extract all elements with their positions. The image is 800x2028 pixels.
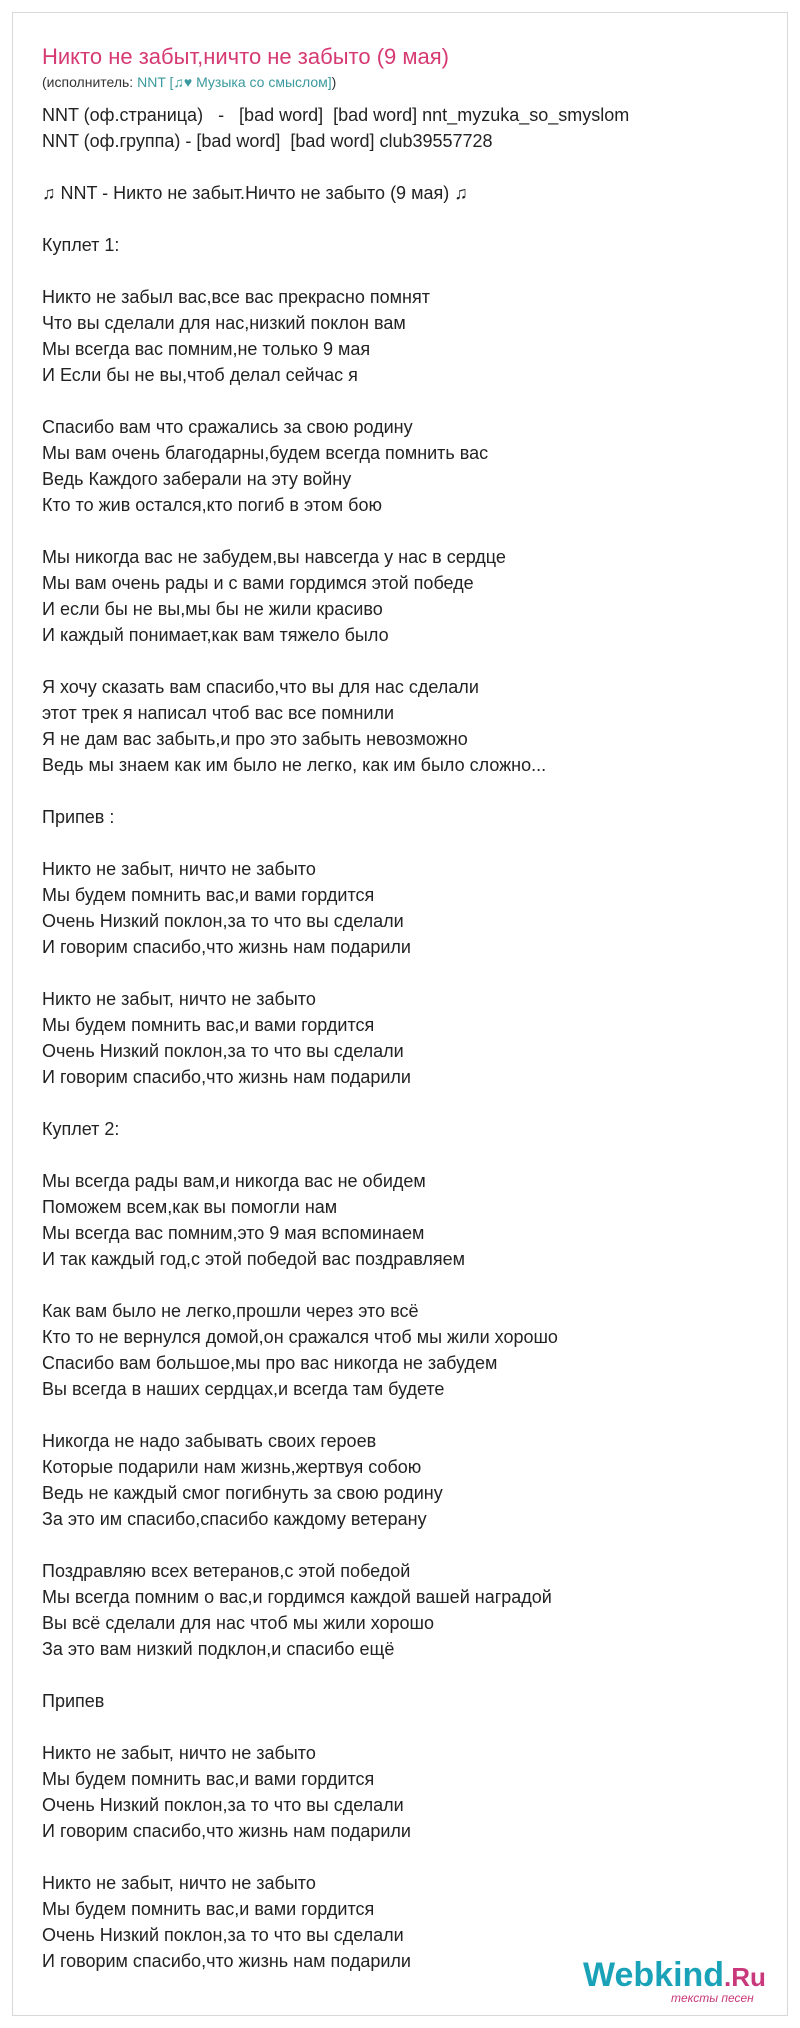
lyrics-block xyxy=(42,102,762,1974)
lyric-line: И Если бы не вы,чтоб делал сейчас я xyxy=(42,365,358,385)
lyric-line: Мы будем помнить вас,и вами гордится xyxy=(42,1899,375,1919)
lyric-blank-line xyxy=(42,1532,762,1558)
lyric-line: Вы всё сделали для нас чтоб мы жили хорошо xyxy=(42,1613,435,1633)
lyric-line: Что вы сделали для нас,низкий поклон вам xyxy=(42,313,406,333)
lyric-line: Ведь не каждый смог погибнуть за свою родину xyxy=(42,1483,443,1503)
lyric-line: NNT (оф.группа) - [bad word] [bad word] club39557728 xyxy=(42,131,493,151)
lyric-line: Мы всегда вас помним,это 9 мая вспоминаем xyxy=(42,1223,425,1243)
lyric-line: Очень Низкий поклон,за то что вы сделали xyxy=(42,1925,404,1945)
lyric-line: Очень Низкий поклон,за то что вы сделали xyxy=(42,911,404,931)
lyric-line: И если бы не вы,мы бы не жили красиво xyxy=(42,599,383,619)
lyric-line: Кто то жив остался,кто погиб в этом бою xyxy=(42,495,382,515)
lyric-line: Спасибо вам что сражались за свою родину xyxy=(42,417,413,437)
webkind-logo xyxy=(583,1955,783,2009)
lyric-line: Я хочу сказать вам спасибо,что вы для нас сделали xyxy=(42,677,479,697)
lyric-blank-line xyxy=(42,1090,762,1116)
lyric-line: И говорим спасибо,что жизнь нам подарили xyxy=(42,1951,411,1971)
lyric-line: Куплет 2: xyxy=(42,1119,120,1139)
lyric-blank-line xyxy=(42,648,762,674)
lyric-line: Спасибо вам большое,мы про вас никогда не забудем xyxy=(42,1353,498,1373)
lyric-line: Очень Низкий поклон,за то что вы сделали xyxy=(42,1041,404,1061)
lyric-line: Никто не забыт, ничто не забыто xyxy=(42,1873,316,1893)
lyric-line: Мы всегда рады вам,и никогда вас не обидем xyxy=(42,1171,426,1191)
lyric-blank-line xyxy=(42,388,762,414)
lyric-line: Которые подарили нам жизнь,жертвуя собою xyxy=(42,1457,422,1477)
lyric-line: Как вам было не легко,прошли через это всё xyxy=(42,1301,419,1321)
lyric-blank-line xyxy=(42,1662,762,1688)
lyric-blank-line xyxy=(42,154,762,180)
lyric-line: ♫ NNT - Никто не забыт.Ничто не забыто (9 мая) ♫ xyxy=(42,183,468,203)
lyric-line: Никогда не надо забывать своих героев xyxy=(42,1431,377,1451)
lyric-line: И говорим спасибо,что жизнь нам подарили xyxy=(42,1821,411,1841)
lyric-line: Никто не забыл вас,все вас прекрасно помнят xyxy=(42,287,430,307)
logo-brand-name: Webkind xyxy=(583,1956,725,1994)
logo-subtitle: тексты песен xyxy=(671,1991,754,2005)
lyric-blank-line xyxy=(42,1142,762,1168)
lyric-line: Очень Низкий поклон,за то что вы сделали xyxy=(42,1795,404,1815)
lyric-line: Ведь Каждого заберали на эту войну xyxy=(42,469,352,489)
lyric-line: Я не дам вас забыть,и про это забыть невозможно xyxy=(42,729,468,749)
lyric-line: Ведь мы знаем как им было не легко, как им было сложно... xyxy=(42,755,547,775)
lyric-line: Никто не забыт, ничто не забыто xyxy=(42,859,316,879)
artist-suffix: ) xyxy=(331,74,337,90)
lyric-line: За это им спасибо,спасибо каждому ветерану xyxy=(42,1509,427,1529)
lyric-line: Поможем всем,как вы помогли нам xyxy=(42,1197,338,1217)
lyric-line: Куплет 1: xyxy=(42,235,120,255)
lyric-blank-line xyxy=(42,258,762,284)
lyric-line: NNT (оф.страница) - [bad word] [bad word] nnt_myzuka_so_smyslom xyxy=(42,105,630,125)
lyric-blank-line xyxy=(42,1714,762,1740)
lyric-blank-line xyxy=(42,1272,762,1298)
lyric-line: Мы вам очень благодарны,будем всегда помнить вас xyxy=(42,443,489,463)
lyric-blank-line xyxy=(42,960,762,986)
lyric-line: Мы всегда вас помним,не только 9 мая xyxy=(42,339,371,359)
lyric-line: И каждый понимает,как вам тяжело было xyxy=(42,625,389,645)
lyric-blank-line xyxy=(42,1844,762,1870)
lyric-line: Мы вам очень рады и с вами гордимся этой победе xyxy=(42,573,474,593)
artist-link[interactable]: NNT [♫♥ Музыка со смыслом] xyxy=(137,74,332,90)
lyric-blank-line xyxy=(42,1402,762,1428)
song-content xyxy=(42,42,762,1974)
lyric-line: За это вам низкий подклон,и спасибо ещё xyxy=(42,1639,395,1659)
lyric-line: Мы всегда помним о вас,и гордимся каждой вашей наградой xyxy=(42,1587,552,1607)
lyric-blank-line xyxy=(42,830,762,856)
lyric-line: Мы никогда вас не забудем,вы навсегда у нас в сердце xyxy=(42,547,506,567)
artist-line xyxy=(42,72,762,92)
lyric-line: Поздравляю всех ветеранов,с этой победой xyxy=(42,1561,411,1581)
lyric-blank-line xyxy=(42,778,762,804)
lyric-line: Припев : xyxy=(42,807,115,827)
lyric-line: Никто не забыт, ничто не забыто xyxy=(42,989,316,1009)
lyric-blank-line xyxy=(42,518,762,544)
song-title: Никто не забыт,ничто не забыто (9 мая) xyxy=(42,44,449,69)
lyric-line: Мы будем помнить вас,и вами гордится xyxy=(42,885,375,905)
lyric-line: Мы будем помнить вас,и вами гордится xyxy=(42,1015,375,1035)
lyric-line: И говорим спасибо,что жизнь нам подарили xyxy=(42,1067,411,1087)
artist-prefix: (исполнитель: xyxy=(42,74,138,90)
lyric-blank-line xyxy=(42,206,762,232)
lyric-line: Припев xyxy=(42,1691,105,1711)
lyric-line: И так каждый год,с этой победой вас поздравляем xyxy=(42,1249,466,1269)
logo-brand-tld: .Ru xyxy=(724,1962,766,1992)
lyric-line: Кто то не вернулся домой,он сражался чтоб мы жили хорошо xyxy=(42,1327,558,1347)
lyric-line: Мы будем помнить вас,и вами гордится xyxy=(42,1769,375,1789)
lyric-line: Вы всегда в наших сердцах,и всегда там будете xyxy=(42,1379,445,1399)
lyric-line: Никто не забыт, ничто не забыто xyxy=(42,1743,316,1763)
lyric-line: этот трек я написал чтоб вас все помнили xyxy=(42,703,395,723)
lyric-line: И говорим спасибо,что жизнь нам подарили xyxy=(42,937,411,957)
